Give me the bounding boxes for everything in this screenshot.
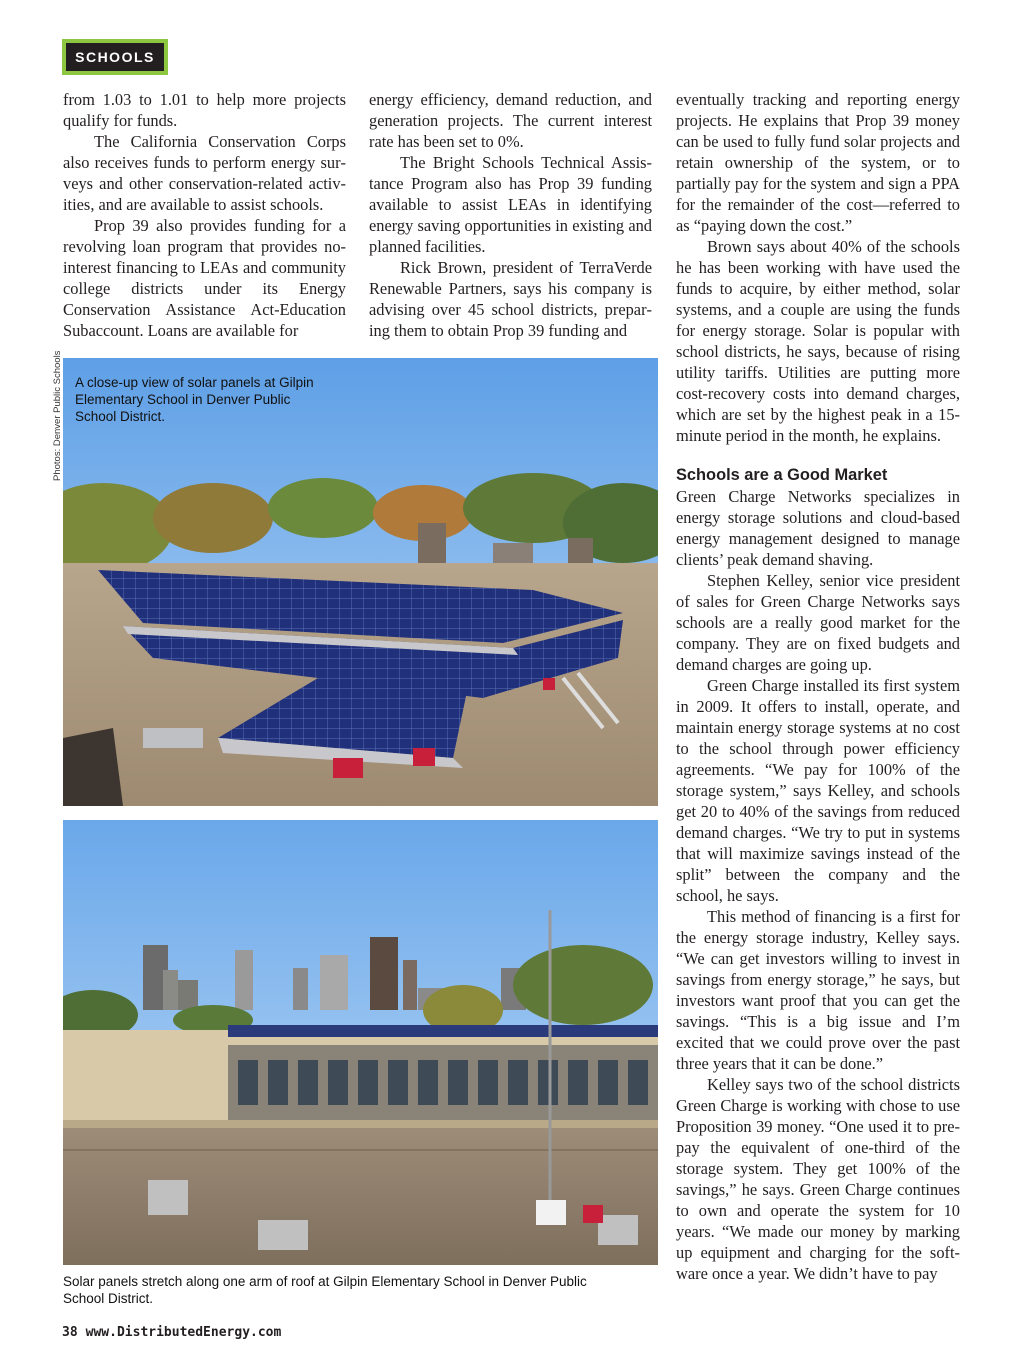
paragraph: Prop 39 also provides funding for a revolving loan program that provides no-interest financing to LEAs and community college districts under its Energy Conservation Assistance Act-Education Subaccount. Loans are available for — [63, 216, 346, 340]
paragraph: Brown says about 40% of the schools he has been working with have used the funds to acquire, by either method, solar systems, and a couple are using the funds for energy storage. Solar is popular with school districts, he says, because of rising utility tariffs. Utilities are putting more cost-recovery costs into demand charges, which are set by the highest peak in a 15-minute period in the month, he explains. — [676, 237, 960, 445]
page-number: 38 — [62, 1325, 78, 1340]
paragraph: The Bright Schools Technical Assistance Program also has Prop 39 funding available to assist LEAs in identifying energy saving opportunities in existing and planned facilities. — [369, 153, 652, 256]
paragraph: This method of financing is a first for the energy storage industry, Kelley says. “We can get investors willing to invest in savings from energy storage,” he says, but investors want proof that you can get the savings. “This is a big issue and I’m excited that we could prove over the past three years that it can be done.” — [676, 907, 960, 1073]
website-url: www.DistributedEnergy.com — [85, 1325, 282, 1340]
paragraph: eventually tracking and reporting energy projects. He explains that Prop 39 money can be used to fully fund solar projects and retain ownership of the system, or to partially pay for the system and sign a PPA for the remainder of the cost—referred to as “paying down the cost.” — [676, 90, 960, 235]
paragraph: The California Conservation Corps also receives funds to perform energy surveys and other conservation-related activities, and are available to assist schools. — [63, 132, 346, 214]
paragraph: Rick Brown, president of TerraVerde Renewable Partners, says his company is advising over 45 school districts, preparing them to obtain Prop 39 funding and — [369, 258, 652, 340]
article-column-2 — [369, 89, 652, 341]
article-column-3 — [676, 89, 960, 1284]
paragraph: Green Charge installed its first system in 2009. It offers to install, operate, and maintain energy storage systems at no cost to the school through power efficiency agreements. “We pay for 100% of the storage system,” says Kelley, and schools get 20 to 40% of the savings from reduced demand charges. “We try to put in systems that will maximize savings instead of the split” between the company and the school, he says. — [676, 676, 960, 905]
paragraph: Green Charge Networks specializes in energy storage solutions and cloud-based energy management designed to manage clients’ peak demand shaving. — [676, 487, 960, 569]
solar-panels-closeup-photo — [63, 358, 658, 806]
paragraph: from 1.03 to 1.01 to help more projects qualify for funds. — [63, 90, 346, 130]
article-column-1 — [63, 89, 346, 341]
photo-caption-2: Solar panels stretch along one arm of roof at Gilpin Elementary School in Denver Public School District. — [63, 1274, 587, 1306]
photo-caption-1: A close-up view of solar panels at Gilpin Elementary School in Denver Public School District. — [75, 375, 314, 424]
paragraph: Stephen Kelley, senior vice president of sales for Green Charge Networks says schools are a really good market for the company. They are on fixed budgets and demand charges are going up. — [676, 571, 960, 674]
paragraph: energy efficiency, demand reduction, and generation projects. The current interest rate has been set to 0%. — [369, 90, 652, 151]
section-tag-label: SCHOOLS — [66, 43, 164, 71]
page-footer — [62, 1325, 281, 1340]
photo-credit: Photos: Denver Public Schools — [52, 350, 63, 481]
school-rooftop-skyline-photo — [63, 820, 658, 1265]
section-tag — [62, 39, 168, 75]
section-heading: Schools are a Good Market — [676, 466, 888, 484]
paragraph: Kelley says two of the school districts Green Charge is working with chose to use Proposition 39 money. “One used it to pre-pay the equivalent of one-third of the storage system. They get 100% of the savings,” he says. Green Charge continues to own and operate the system for 10 years. “We made our money by marking up equipment and charging for the software once a year. We didn’t have to pay — [676, 1075, 960, 1283]
